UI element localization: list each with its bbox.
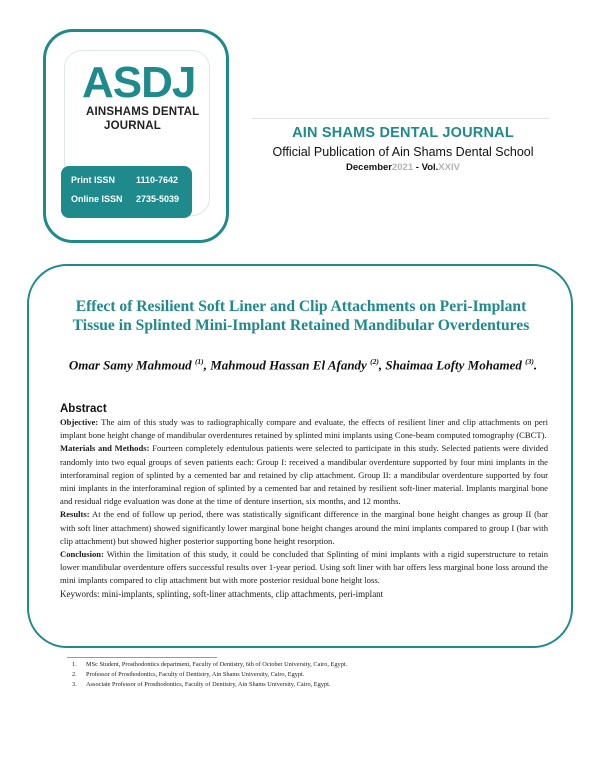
abstract-conclusion bbox=[60, 548, 548, 588]
footnote-2-num: 2. bbox=[72, 671, 77, 678]
footnote-2-text: Professor of Prosthodontics, Faculty of Dentistry, Ain Shams University, Cairo, Egypt. bbox=[86, 671, 305, 678]
author-1-affil: (1) bbox=[194, 357, 204, 366]
issue-sep: - bbox=[413, 162, 422, 173]
footnote-1-text: MSc Student, Prosthodontics department, Faculty of Dentistry, 6th of October University, Cairo, Egypt. bbox=[86, 661, 348, 668]
issue-line bbox=[258, 162, 548, 173]
article-title: Effect of Resilient Soft Liner and Clip Attachments on Peri-Implant Tissue in Splinted Mini-Implant Retained Mandibular Overdentures bbox=[72, 298, 530, 334]
abstract-methods bbox=[60, 442, 548, 508]
volume-value: XXIV bbox=[438, 162, 460, 173]
online-issn-value: 2735-5039 bbox=[136, 194, 180, 204]
journal-logo-line2: JOURNAL bbox=[104, 120, 161, 132]
print-issn-label: Print ISSN bbox=[71, 175, 116, 185]
author-2-affil: (2) bbox=[370, 357, 379, 366]
conclusion-label: Conclusion: bbox=[60, 549, 104, 560]
results-text: At the end of follow up period, there was statistically significant difference in the marginal bone height changes as group II (bar with soft liner attachment) showed significantly lower marginal bone height changes around the mini implants compared to group I (bar with clip attachment) but showed higher posterior supporting bone height resorption. bbox=[60, 509, 548, 546]
footnote-3-text: Associate Professor of Prosthodontics, Faculty of Dentistry, Ain Shams University, Cairo, Egypt. bbox=[86, 681, 331, 688]
methods-label: Materials and Methods: bbox=[60, 443, 150, 454]
abstract-results bbox=[60, 508, 548, 548]
journal-header bbox=[258, 125, 548, 173]
journal-logo-line1: AINSHAMS DENTAL bbox=[86, 106, 200, 118]
abstract-keywords: Keywords: mini-implants, splinting, soft-liner attachments, clip attachments, peri-implant bbox=[60, 588, 384, 599]
volume-label: Vol. bbox=[421, 162, 439, 173]
issue-year: 2021 bbox=[391, 162, 414, 173]
author-3: Shaimaa Lofty Mohamed bbox=[385, 357, 522, 373]
footnote-1-num: 1. bbox=[72, 661, 77, 668]
online-issn-label: Online ISSN bbox=[71, 194, 123, 204]
objective-label: Objective: bbox=[60, 417, 99, 427]
methods-text: Fourteen completely edentulous patients were selected to participate in this study. Selected patients were divided randomly into two equal groups of seven patients each: Group I: received a mandibular overdenture supported by four mini implants in the interforaminal region of splinted by a cemented bar and retained by clip attachment. Group II: a mandibular overdenture supported by four mini implants in the interforaminal region of splinted by a cemented bar and retained by resilient soft-liner material. Implants marginal bone and residual ridge evaluation was done at the time of denture insertion, six months, and 12 months. bbox=[60, 443, 548, 507]
conclusion-text: Within the limitation of this study, it could be concluded that Splinting of mini implants with a rigid superstructure to retain lower mandibular overdenture offers successful results over 1-year period. Using soft liner with bar offers less marginal bone loss around the mini implants compared to clip attachment but with more posterior residual bone height loss. bbox=[60, 549, 548, 586]
author-2: Mahmoud Hassan El Afandy bbox=[210, 357, 367, 373]
journal-subtitle: Official Publication of Ain Shams Dental School bbox=[272, 145, 534, 159]
footnote-rule bbox=[67, 657, 217, 658]
header-divider bbox=[252, 118, 550, 119]
abstract-heading: Abstract bbox=[60, 403, 107, 415]
results-label: Results: bbox=[60, 509, 90, 520]
issue-month: December bbox=[346, 162, 392, 173]
author-3-affil: (3) bbox=[525, 357, 534, 366]
journal-title: AIN SHAMS DENTAL JOURNAL bbox=[292, 125, 514, 141]
footnote-3-num: 3. bbox=[72, 681, 77, 688]
author-list: Omar Samy Mahmoud $^{(1)}$, Mahmoud Hassan El Afandy $^{(2)}$, Shaimaa Lofty Mohamed $^{(3)}$. bbox=[68, 357, 538, 373]
print-issn-value: 1110-7642 bbox=[136, 175, 179, 185]
issn-box bbox=[61, 166, 192, 218]
abstract-objective bbox=[60, 416, 548, 442]
journal-logo-mark: ASDJ bbox=[82, 58, 196, 107]
objective-text: The aim of this study was to radiographically compare and evaluate, the effects of resilient liner and clip attachments on peri implant bone height change of mandibular overdentures retained by splinted mini implants using Cone-beam computed tomography (CBCT). bbox=[60, 417, 548, 441]
author-1: Omar Samy Mahmoud bbox=[68, 357, 192, 373]
abstract-body bbox=[60, 416, 548, 601]
